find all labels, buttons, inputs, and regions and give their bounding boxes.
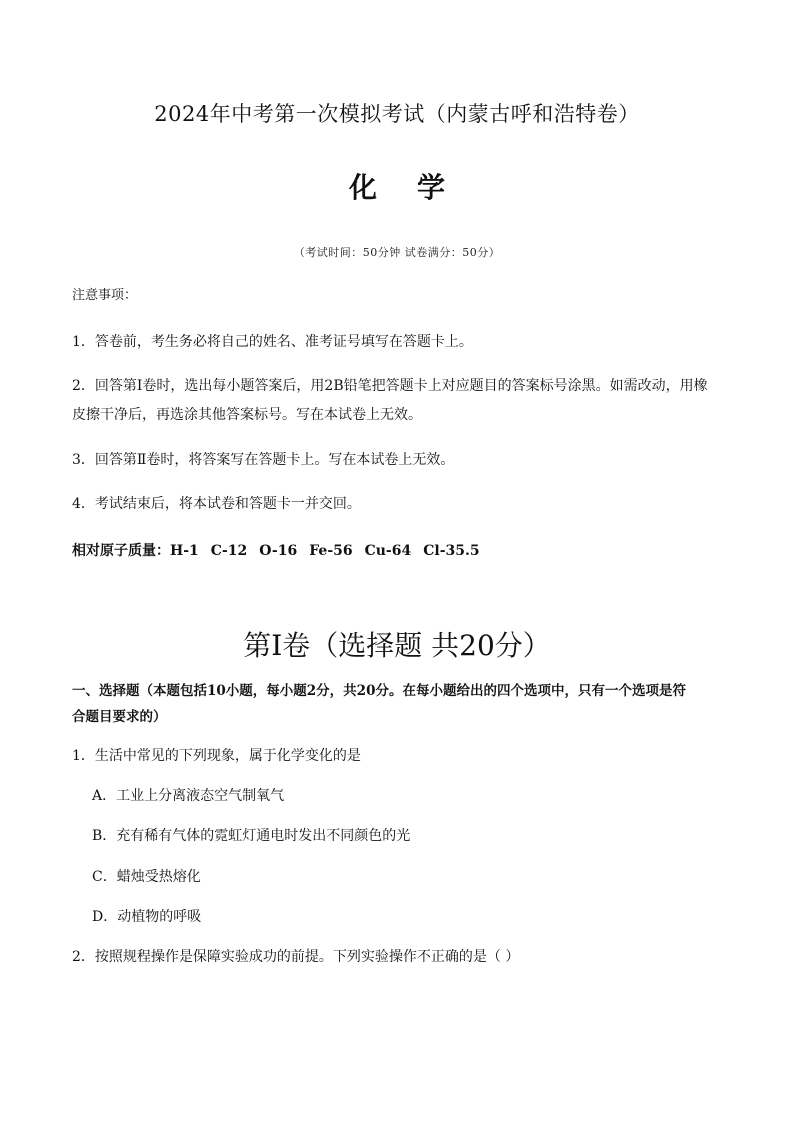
subject-title: 化学 xyxy=(348,171,485,204)
exam-title: 2024年中考第一次模拟考试（内蒙古呼和浩特卷） xyxy=(154,102,640,126)
question-1-option-d: D．动植物的呼吸 xyxy=(92,909,202,925)
notice-heading: 注意事项： xyxy=(72,288,138,303)
atomic-mass-c: C-12 xyxy=(210,543,248,559)
question-1-option-b: B．充有稀有气体的霓虹灯通电时发出不同颜色的光 xyxy=(92,828,411,844)
mc-instruction-line-1: 一、选择题（本题包括10小题，每小题2分，共20分。在每小题给出的四个选项中，只有一个选项是符 xyxy=(72,683,686,699)
question-1-stem: 1．生活中常见的下列现象，属于化学变化的是 xyxy=(72,748,361,764)
notice-item-3: 3．回答第Ⅱ卷时，将答案写在答题卡上。写在本试卷上无效。 xyxy=(72,452,455,468)
question-1-option-a: A．工业上分离液态空气制氧气 xyxy=(92,788,285,804)
atomic-mass-o: O-16 xyxy=(259,543,298,559)
mc-instruction-line-2: 合题目要求的） xyxy=(72,709,167,725)
atomic-mass-fe: Fe-56 xyxy=(309,543,353,559)
exam-info: （考试时间：50分钟 试卷满分：50分） xyxy=(293,246,501,259)
atomic-mass-h: H-1 xyxy=(170,543,199,559)
atomic-mass-cl: Cl-35.5 xyxy=(423,543,480,559)
notice-item-2-continued: 皮擦干净后，再选涂其他答案标号。写在本试卷上无效。 xyxy=(72,407,422,423)
notice-item-4: 4．考试结束后，将本试卷和答题卡一并交回。 xyxy=(72,496,361,512)
question-1-option-c: C．蜡烛受热熔化 xyxy=(92,869,201,885)
atomic-mass-cu: Cu-64 xyxy=(364,543,412,559)
question-2-stem: 2．按照规程操作是保障实验成功的前提。下列实验操作不正确的是（ ） xyxy=(72,949,520,965)
notice-item-2: 2．回答第Ⅰ卷时，选出每小题答案后，用2B铅笔把答题卡上对应题目的答案标号涂黑。如需改动，用橡 xyxy=(72,378,708,394)
section-title: 第Ⅰ卷（选择题 共20分） xyxy=(243,629,551,662)
atomic-masses-label: 相对原子质量： xyxy=(72,543,170,559)
notice-item-1: 1．答卷前，考生务必将自己的姓名、准考证号填写在答题卡上。 xyxy=(72,334,473,350)
atomic-masses xyxy=(72,540,492,560)
